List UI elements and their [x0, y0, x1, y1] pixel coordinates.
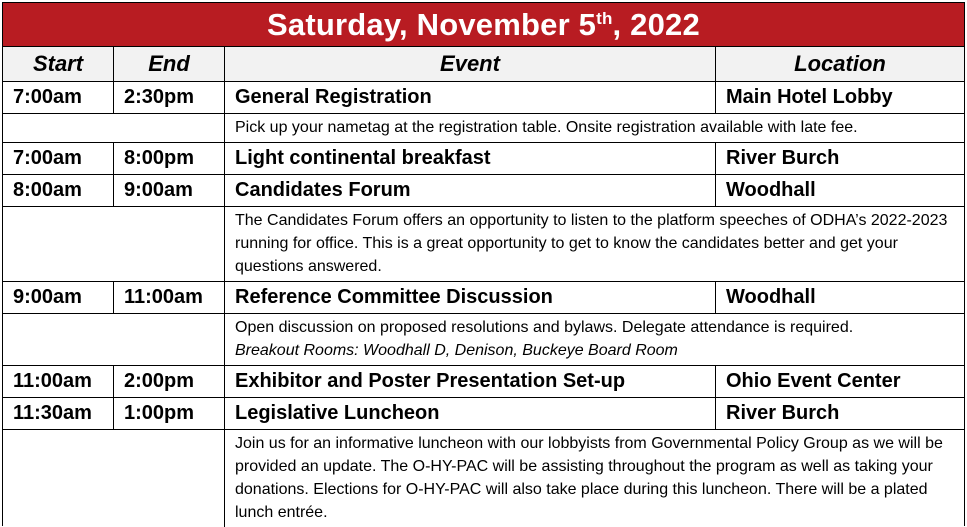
header-end: End — [114, 47, 225, 81]
event-row — [3, 282, 964, 314]
event-name: Legislative Luncheon — [225, 398, 716, 429]
event-end: 9:00am — [114, 175, 225, 206]
event-end: 8:00pm — [114, 143, 225, 174]
event-description: Open discussion on proposed resolutions and bylaws. Delegate attendance is required. — [235, 319, 854, 336]
event-description: Pick up your nametag at the registration table. Onsite registration available with late fee. — [235, 119, 858, 136]
description-spacer — [3, 114, 225, 142]
event-start: 7:00am — [3, 143, 114, 174]
event-end: 2:00pm — [114, 366, 225, 397]
event-row — [3, 82, 964, 114]
header-event: Event — [225, 47, 716, 81]
title-date: Saturday, November 5 — [267, 6, 597, 42]
schedule-table — [2, 2, 965, 526]
event-row — [3, 143, 964, 175]
event-name: General Registration — [225, 82, 716, 113]
event-start: 11:00am — [3, 366, 114, 397]
event-location: Woodhall — [726, 179, 816, 201]
event-description-row — [3, 207, 964, 282]
event-description-row — [3, 314, 964, 366]
title-ordinal: th — [596, 8, 613, 28]
event-description: Join us for an informative luncheon with our lobbyists from Governmental Policy Group as we will be provided an update. The O-HY-PAC will be assisting throughout the program as well as taking your donations. Elections for O-HY-PAC will also take place during this luncheon. There will be a plated lunch entrée. — [235, 435, 943, 521]
description-spacer — [3, 314, 225, 365]
event-start: 7:00am — [3, 82, 114, 113]
event-note: Breakout Rooms: Woodhall D, Denison, Buckeye Board Room — [235, 342, 678, 359]
event-start: 9:00am — [3, 282, 114, 313]
header-row — [3, 47, 964, 82]
event-description-block — [225, 314, 964, 365]
event-location: Ohio Event Center — [726, 370, 901, 392]
event-location: River Burch — [726, 147, 840, 169]
event-start: 11:30am — [3, 398, 114, 429]
event-end: 11:00am — [114, 282, 225, 313]
header-start: Start — [3, 47, 114, 81]
event-end: 1:00pm — [114, 398, 225, 429]
event-name: Reference Committee Discussion — [225, 282, 716, 313]
description-spacer — [3, 430, 225, 527]
event-row — [3, 366, 964, 398]
event-name: Light continental breakfast — [225, 143, 716, 174]
event-location: Main Hotel Lobby — [726, 86, 893, 108]
event-end: 2:30pm — [114, 82, 225, 113]
schedule-title — [3, 3, 964, 47]
event-location: River Burch — [726, 402, 840, 424]
event-location: Woodhall — [726, 286, 816, 308]
title-year: , 2022 — [612, 6, 700, 42]
event-description-row — [3, 114, 964, 143]
event-row — [3, 175, 964, 207]
header-location: Location — [794, 51, 886, 76]
description-spacer — [3, 207, 225, 281]
event-name: Exhibitor and Poster Presentation Set-up — [225, 366, 716, 397]
event-description: The Candidates Forum offers an opportunity to listen to the platform speeches of ODHA’s 2022-2023 running for office. This is a great opportunity to get to know the candidates better and get your questions answered. — [235, 212, 948, 275]
event-row — [3, 398, 964, 430]
event-name: Candidates Forum — [225, 175, 716, 206]
event-start: 8:00am — [3, 175, 114, 206]
event-description-row — [3, 430, 964, 527]
